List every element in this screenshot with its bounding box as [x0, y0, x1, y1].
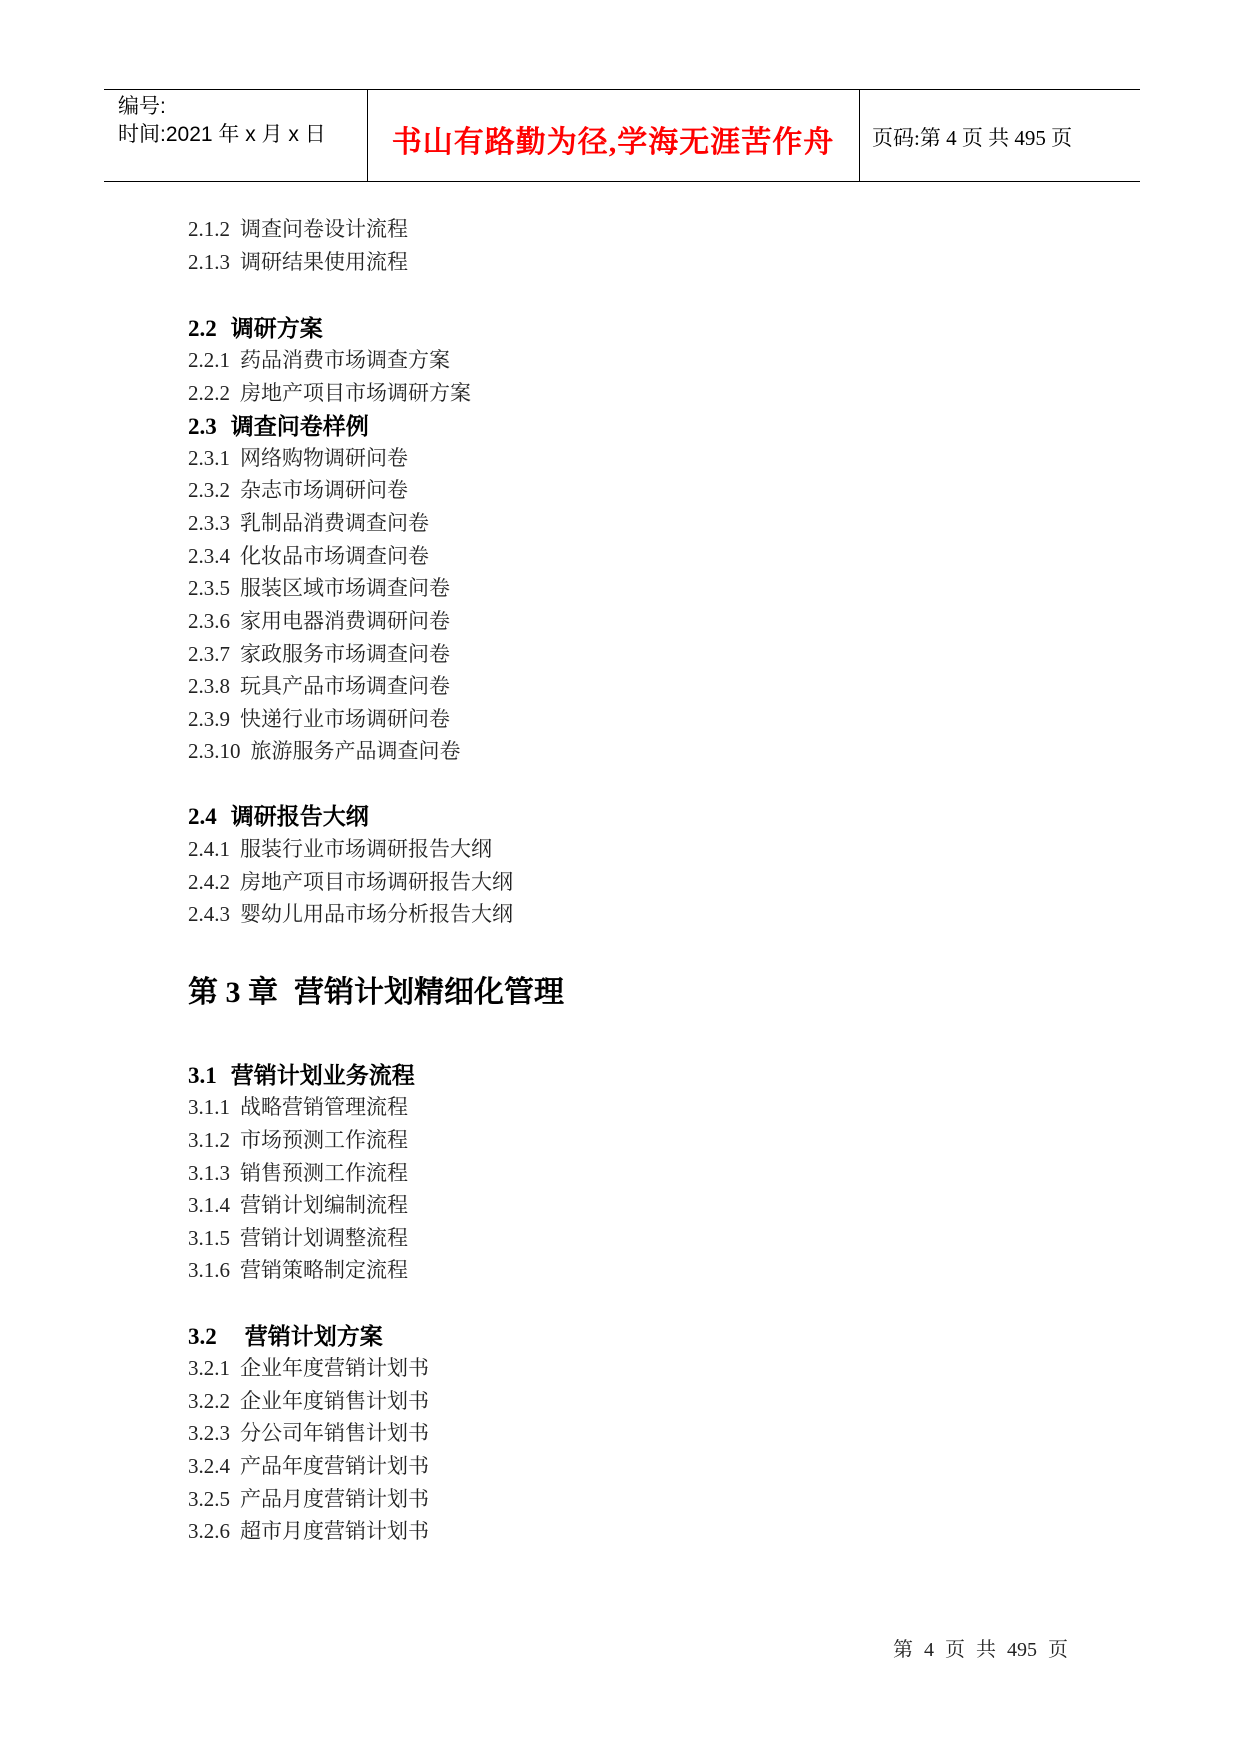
toc-section-number: 2.3	[188, 414, 217, 439]
toc-item-title: 营销计划调整流程	[240, 1226, 408, 1250]
toc-item-title: 分公司年销售计划书	[240, 1421, 429, 1445]
toc-item-number: 2.3.2	[188, 478, 230, 502]
toc-item	[188, 1189, 408, 1219]
toc-item	[188, 703, 450, 733]
toc-item-title: 服装行业市场调研报告大纲	[240, 837, 492, 861]
toc-section-number: 3.1	[188, 1063, 217, 1088]
toc-item	[188, 1450, 429, 1480]
page-header	[104, 89, 1140, 181]
toc-item-number: 3.2.2	[188, 1389, 230, 1413]
toc-item-title: 玩具产品市场调查问卷	[240, 674, 450, 698]
toc-item	[188, 507, 429, 537]
toc-item-title: 销售预测工作流程	[240, 1161, 408, 1185]
toc-item	[188, 670, 450, 700]
toc-item	[188, 605, 450, 635]
toc-item-title: 企业年度营销计划书	[240, 1356, 429, 1380]
header-bottom-rule	[104, 181, 1140, 182]
toc-item-number: 3.2.1	[188, 1356, 230, 1380]
toc-item	[188, 572, 450, 602]
toc-item-title: 乳制品消费调查问卷	[240, 511, 429, 535]
toc-item-title: 药品消费市场调查方案	[240, 348, 450, 372]
toc-chapter-title: 营销计划精细化管理	[294, 976, 564, 1009]
toc-item-number: 3.1.4	[188, 1193, 230, 1217]
toc-section-title: 营销计划方案	[244, 1324, 383, 1349]
header-motto: 书山有路勤为径,学海无涯苦作舟	[391, 126, 835, 159]
toc-item	[188, 246, 408, 276]
toc-item-number: 3.2.4	[188, 1454, 230, 1478]
toc-item-title: 产品年度营销计划书	[240, 1454, 429, 1478]
toc-item	[188, 442, 408, 472]
toc-item	[188, 866, 513, 896]
header-time-label: 时间:2021 年 x 月 x 日	[118, 123, 326, 146]
toc-item-title: 企业年度销售计划书	[240, 1389, 429, 1413]
toc-section-number: 3.2	[188, 1324, 217, 1349]
toc-item	[188, 735, 461, 765]
toc-item	[188, 344, 450, 374]
toc-item	[188, 833, 492, 863]
toc-item-title: 房地产项目市场调研方案	[240, 381, 471, 405]
toc-item-title: 服装区域市场调查问卷	[240, 576, 450, 600]
toc-item-number: 2.4.3	[188, 902, 230, 926]
toc-item-title: 市场预测工作流程	[240, 1128, 408, 1152]
toc-item-title: 快递行业市场调研问卷	[240, 707, 450, 731]
toc-item-number: 2.1.2	[188, 217, 230, 241]
toc-item-title: 产品月度营销计划书	[240, 1487, 429, 1511]
toc-item-number: 3.2.5	[188, 1487, 230, 1511]
toc-chapter-number: 第 3 章	[188, 976, 278, 1009]
toc-item-number: 3.1.5	[188, 1226, 230, 1250]
toc-section	[188, 1057, 415, 1090]
toc-item	[188, 1124, 408, 1154]
toc-item-number: 2.3.8	[188, 674, 230, 698]
toc-section	[188, 310, 323, 343]
toc-item-title: 家用电器消费调研问卷	[240, 609, 450, 633]
toc-item-number: 2.4.1	[188, 837, 230, 861]
toc-item	[188, 474, 408, 504]
toc-item	[188, 1515, 429, 1545]
toc-item-number: 3.1.1	[188, 1095, 230, 1119]
toc-section	[188, 1318, 383, 1351]
toc-item	[188, 1483, 429, 1513]
toc-item-title: 营销策略制定流程	[240, 1258, 408, 1282]
toc-section-number: 2.4	[188, 804, 217, 829]
toc-item-number: 3.1.3	[188, 1161, 230, 1185]
toc-item	[188, 540, 429, 570]
toc-item-number: 2.3.5	[188, 576, 230, 600]
toc-item-number: 3.1.2	[188, 1128, 230, 1152]
toc-item	[188, 898, 513, 928]
toc-item-title: 房地产项目市场调研报告大纲	[240, 870, 513, 894]
toc-item-title: 超市月度营销计划书	[240, 1519, 429, 1543]
toc-item-title: 旅游服务产品调查问卷	[250, 739, 461, 763]
toc-section-number: 2.2	[188, 316, 217, 341]
toc-item-number: 2.3.1	[188, 446, 230, 470]
toc-item-title: 杂志市场调研问卷	[240, 478, 408, 502]
toc-item-number: 2.3.7	[188, 642, 230, 666]
toc-item-title: 家政服务市场调查问卷	[240, 642, 450, 666]
toc-item-number: 3.2.6	[188, 1519, 230, 1543]
toc-item	[188, 377, 471, 407]
toc-section	[188, 798, 369, 831]
header-code-label: 编号:	[118, 95, 166, 118]
toc-item-number: 2.2.2	[188, 381, 230, 405]
toc-section-title: 调研报告大纲	[230, 804, 369, 829]
toc-item-title: 调研结果使用流程	[240, 250, 408, 274]
toc-item-number: 3.2.3	[188, 1421, 230, 1445]
toc-item-number: 3.1.6	[188, 1258, 230, 1282]
toc-item-number: 2.3.4	[188, 544, 230, 568]
toc-item	[188, 1157, 408, 1187]
toc-item	[188, 1417, 429, 1447]
toc-item-number: 2.3.10	[188, 739, 241, 763]
toc-item-title: 化妆品市场调查问卷	[240, 544, 429, 568]
toc-item-title: 婴幼儿用品市场分析报告大纲	[240, 902, 513, 926]
toc-item-number: 2.3.6	[188, 609, 230, 633]
header-page-info: 页码:第 4 页 共 495 页	[872, 126, 1073, 150]
header-divider	[859, 89, 860, 181]
toc-item	[188, 1091, 408, 1121]
toc-item-number: 2.3.3	[188, 511, 230, 535]
toc-item-title: 调查问卷设计流程	[240, 217, 408, 241]
header-top-rule	[104, 89, 1140, 90]
header-meta	[118, 93, 326, 149]
toc-section-title: 调查问卷样例	[230, 414, 369, 439]
toc-item	[188, 1352, 429, 1382]
toc-item	[188, 1222, 408, 1252]
toc-item-title: 战略营销管理流程	[240, 1095, 408, 1119]
page-footer: 第 4 页 共 495 页	[893, 1639, 1068, 1661]
toc-item-number: 2.3.9	[188, 707, 230, 731]
toc-item-number: 2.4.2	[188, 870, 230, 894]
toc-item-title: 营销计划编制流程	[240, 1193, 408, 1217]
toc-chapter	[188, 967, 564, 1011]
toc-section	[188, 408, 369, 441]
toc-item-number: 2.2.1	[188, 348, 230, 372]
toc-item	[188, 213, 408, 243]
toc-section-title: 调研方案	[230, 316, 323, 341]
toc-item-title: 网络购物调研问卷	[240, 446, 408, 470]
toc-section-title: 营销计划业务流程	[230, 1063, 415, 1088]
toc-item	[188, 1254, 408, 1284]
toc-item	[188, 638, 450, 668]
toc-item	[188, 1385, 429, 1415]
toc-item-number: 2.1.3	[188, 250, 230, 274]
